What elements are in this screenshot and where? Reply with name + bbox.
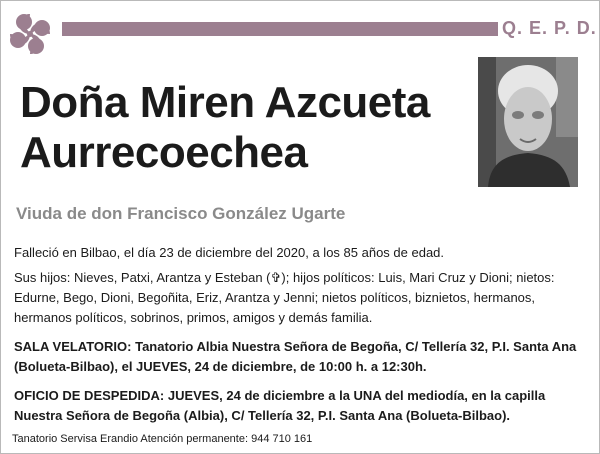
qepd-label: Q. E. P. D. bbox=[502, 18, 597, 38]
death-details: Falleció en Bilbao, el día 23 de diciembre del 2020, a los 85 años de edad. bbox=[14, 245, 445, 260]
widow-of-line: Viuda de don Francisco González Ugarte bbox=[16, 204, 346, 223]
funeral-home-footer: Tanatorio Servisa Erandio Atención permanente: 944 710 161 bbox=[12, 433, 313, 445]
lauburu-icon bbox=[4, 8, 56, 60]
deceased-name: Doña Miren Azcueta Aurrecoechea bbox=[20, 78, 430, 177]
funeral-details: OFICIO DE DESPEDIDA: JUEVES, 24 de diciembre a la UNA del mediodía, en la capilla Nuestra Señora de Begoña (Albia), C/ Tellería 32, P.I. Santa Ana (Bolueta-Bilbao). bbox=[14, 388, 546, 423]
wake-details: SALA VELATORIO: Tanatorio Albia Nuestra Señora de Begoña, C/ Tellería 32, P.I. Santa Ana (Bolueta-Bilbao), el JUEVES, 24 de diciembre, de 10:00 h. a 12:30h. bbox=[14, 339, 577, 374]
family-list: Sus hijos: Nieves, Patxi, Arantza y Esteban (✞); hijos políticos: Luis, Mari Cruz y Dioni; nietos: Edurne, Bego, Dioni, Begoñita, Eriz, Arantza y Jenni; nietos políticos, biznietos, hermanos, hermanos políticos, sobrinos, primos, amigos y demás familia. bbox=[14, 270, 555, 325]
header-bar bbox=[62, 22, 498, 36]
portrait-photo bbox=[478, 57, 578, 187]
